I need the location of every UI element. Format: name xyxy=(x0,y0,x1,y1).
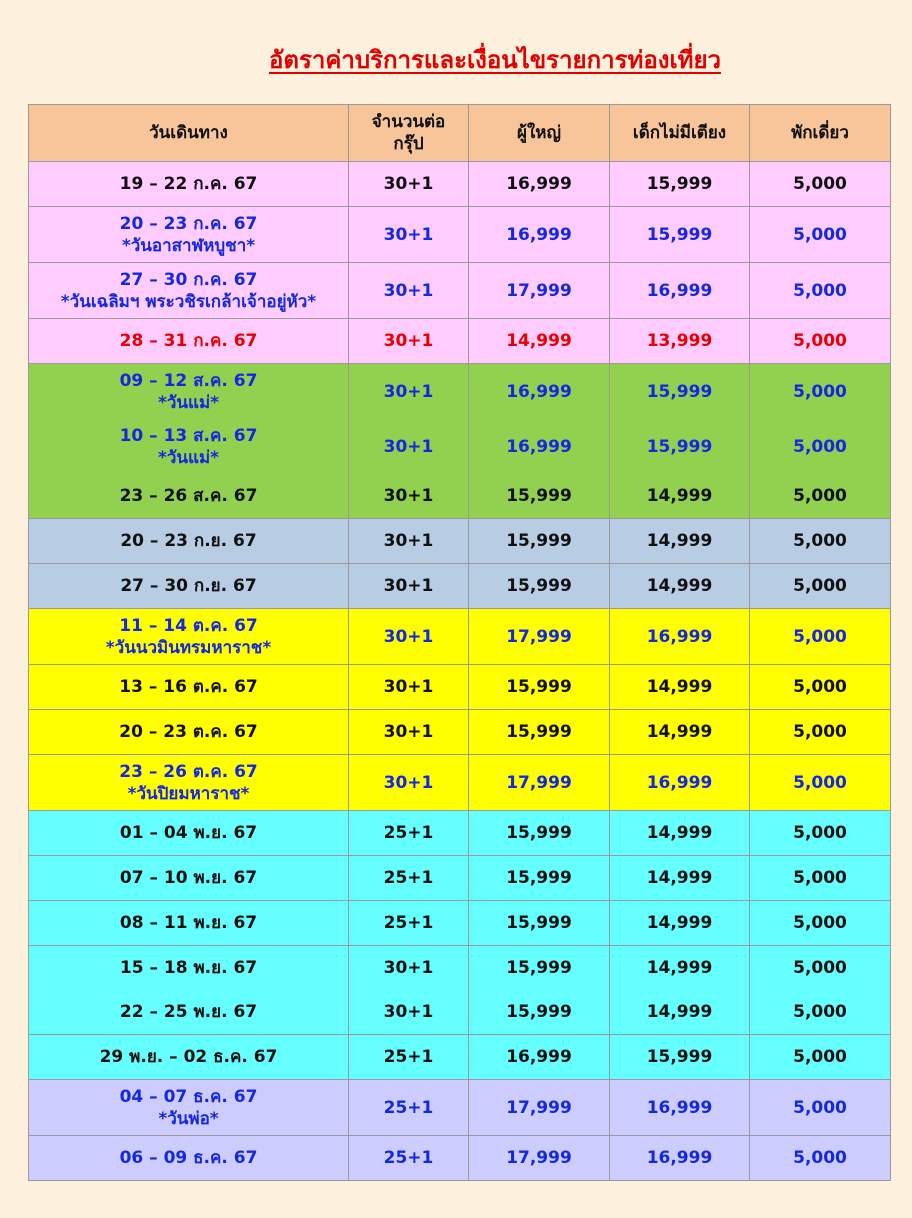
table-row xyxy=(29,990,891,1035)
cell-group: 30+1 xyxy=(349,474,469,519)
cell-adult: 17,999 xyxy=(469,263,610,319)
header-single: พักเดี่ยว xyxy=(750,105,891,162)
date-note: *วันเฉลิมฯ พระวชิรเกล้าเจ้าอยู่หัว* xyxy=(60,291,317,312)
cell-single: 5,000 xyxy=(750,263,891,319)
cell-date xyxy=(29,419,349,474)
cell-adult: 16,999 xyxy=(469,162,610,207)
cell-child: 16,999 xyxy=(610,755,750,811)
cell-child: 14,999 xyxy=(610,519,750,564)
cell-adult: 16,999 xyxy=(469,207,610,263)
table-row xyxy=(29,1035,891,1080)
cell-date xyxy=(29,263,349,319)
cell-single: 5,000 xyxy=(750,519,891,564)
header-adult: ผู้ใหญ่ xyxy=(469,105,610,162)
table-row xyxy=(29,665,891,710)
cell-adult: 16,999 xyxy=(469,419,610,474)
cell-adult: 15,999 xyxy=(469,856,610,901)
cell-single: 5,000 xyxy=(750,811,891,856)
price-table xyxy=(28,104,891,1181)
cell-child: 15,999 xyxy=(610,1035,750,1080)
cell-date xyxy=(29,811,349,856)
cell-group: 30+1 xyxy=(349,665,469,710)
cell-single: 5,000 xyxy=(750,990,891,1035)
cell-group: 30+1 xyxy=(349,364,469,420)
cell-date xyxy=(29,519,349,564)
date-text: 13 – 16 ต.ค. 67 xyxy=(119,677,258,697)
table-row xyxy=(29,519,891,564)
date-note: *วันนวมินทรมหาราช* xyxy=(105,637,272,658)
table-row xyxy=(29,564,891,609)
header-child: เด็กไม่มีเตียง xyxy=(610,105,750,162)
date-note: *วันแม่* xyxy=(157,392,220,413)
date-text: 20 – 23 ต.ค. 67 xyxy=(119,722,258,742)
cell-date xyxy=(29,1035,349,1080)
cell-date xyxy=(29,1080,349,1136)
cell-adult: 15,999 xyxy=(469,665,610,710)
cell-adult: 17,999 xyxy=(469,1136,610,1181)
cell-child: 14,999 xyxy=(610,946,750,991)
cell-group: 30+1 xyxy=(349,419,469,474)
cell-adult: 15,999 xyxy=(469,710,610,755)
date-text: 08 – 11 พ.ย. 67 xyxy=(119,913,258,933)
cell-single: 5,000 xyxy=(750,207,891,263)
cell-child: 15,999 xyxy=(610,364,750,420)
date-note: *วันพ่อ* xyxy=(158,1108,219,1129)
cell-child: 16,999 xyxy=(610,609,750,665)
cell-adult: 15,999 xyxy=(469,519,610,564)
table-row xyxy=(29,609,891,665)
date-text: 11 – 14 ต.ค. 67 xyxy=(119,615,258,636)
table-row xyxy=(29,946,891,991)
cell-adult: 15,999 xyxy=(469,474,610,519)
table-row xyxy=(29,162,891,207)
cell-single: 5,000 xyxy=(750,755,891,811)
cell-date xyxy=(29,901,349,946)
cell-date xyxy=(29,946,349,991)
cell-single: 5,000 xyxy=(750,319,891,364)
table-header-row xyxy=(29,105,891,162)
cell-date xyxy=(29,474,349,519)
page-title: อัตราค่าบริการและเงื่อนไขรายการท่องเที่ยว xyxy=(268,46,722,74)
date-text: 20 – 23 ก.ค. 67 xyxy=(119,213,258,234)
cell-child: 14,999 xyxy=(610,564,750,609)
cell-single: 5,000 xyxy=(750,901,891,946)
cell-group: 30+1 xyxy=(349,710,469,755)
cell-child: 15,999 xyxy=(610,207,750,263)
cell-single: 5,000 xyxy=(750,364,891,420)
cell-group: 25+1 xyxy=(349,1080,469,1136)
cell-single: 5,000 xyxy=(750,710,891,755)
table-row xyxy=(29,901,891,946)
cell-child: 14,999 xyxy=(610,474,750,519)
cell-single: 5,000 xyxy=(750,665,891,710)
date-note: *วันแม่* xyxy=(157,447,220,468)
table-row xyxy=(29,319,891,364)
date-text: 23 – 26 ส.ค. 67 xyxy=(119,486,258,506)
cell-single: 5,000 xyxy=(750,1035,891,1080)
cell-single: 5,000 xyxy=(750,946,891,991)
cell-child: 15,999 xyxy=(610,162,750,207)
cell-date xyxy=(29,319,349,364)
cell-single: 5,000 xyxy=(750,564,891,609)
cell-date xyxy=(29,364,349,420)
date-text: 28 – 31 ก.ค. 67 xyxy=(119,331,258,351)
cell-date xyxy=(29,564,349,609)
date-text: 23 – 26 ต.ค. 67 xyxy=(119,761,258,782)
date-text: 09 – 12 ส.ค. 67 xyxy=(119,370,258,391)
cell-date xyxy=(29,1136,349,1181)
table-row xyxy=(29,207,891,263)
cell-adult: 15,999 xyxy=(469,901,610,946)
cell-group: 30+1 xyxy=(349,609,469,665)
cell-child: 14,999 xyxy=(610,710,750,755)
date-note: *วันปิยมหาราช* xyxy=(127,783,250,804)
table-row xyxy=(29,811,891,856)
cell-child: 16,999 xyxy=(610,263,750,319)
cell-single: 5,000 xyxy=(750,162,891,207)
date-text: 29 พ.ย. – 02 ธ.ค. 67 xyxy=(99,1047,278,1067)
cell-child: 14,999 xyxy=(610,901,750,946)
cell-group: 30+1 xyxy=(349,263,469,319)
header-date: วันเดินทาง xyxy=(29,105,349,162)
table-row xyxy=(29,263,891,319)
date-text: 27 – 30 ก.ย. 67 xyxy=(120,576,257,596)
cell-group: 30+1 xyxy=(349,519,469,564)
header-group xyxy=(349,105,469,162)
cell-group: 25+1 xyxy=(349,901,469,946)
cell-group: 30+1 xyxy=(349,162,469,207)
cell-group: 30+1 xyxy=(349,946,469,991)
table-row xyxy=(29,856,891,901)
cell-date xyxy=(29,990,349,1035)
cell-group: 30+1 xyxy=(349,319,469,364)
cell-child: 14,999 xyxy=(610,990,750,1035)
cell-date xyxy=(29,755,349,811)
cell-child: 13,999 xyxy=(610,319,750,364)
cell-group: 25+1 xyxy=(349,811,469,856)
cell-date xyxy=(29,856,349,901)
date-text: 15 – 18 พ.ย. 67 xyxy=(119,958,258,978)
cell-group: 25+1 xyxy=(349,1136,469,1181)
cell-single: 5,000 xyxy=(750,609,891,665)
date-text: 20 – 23 ก.ย. 67 xyxy=(120,531,257,551)
cell-group: 30+1 xyxy=(349,755,469,811)
cell-date xyxy=(29,609,349,665)
table-row xyxy=(29,1136,891,1181)
cell-adult: 15,999 xyxy=(469,946,610,991)
cell-adult: 15,999 xyxy=(469,811,610,856)
cell-date xyxy=(29,207,349,263)
header-group-line2: กรุ๊ป xyxy=(393,134,424,154)
cell-adult: 16,999 xyxy=(469,1035,610,1080)
cell-group: 25+1 xyxy=(349,856,469,901)
cell-group: 25+1 xyxy=(349,1035,469,1080)
date-text: 04 – 07 ธ.ค. 67 xyxy=(119,1086,258,1107)
table-row xyxy=(29,419,891,474)
cell-single: 5,000 xyxy=(750,474,891,519)
header-group-line1: จำนวนต่อ xyxy=(371,112,446,132)
table-row xyxy=(29,710,891,755)
cell-child: 14,999 xyxy=(610,856,750,901)
cell-adult: 16,999 xyxy=(469,364,610,420)
cell-single: 5,000 xyxy=(750,856,891,901)
table-row xyxy=(29,364,891,420)
date-text: 10 – 13 ส.ค. 67 xyxy=(119,425,258,446)
cell-date xyxy=(29,710,349,755)
table-row xyxy=(29,474,891,519)
cell-single: 5,000 xyxy=(750,419,891,474)
date-text: 07 – 10 พ.ย. 67 xyxy=(119,868,258,888)
date-text: 22 – 25 พ.ย. 67 xyxy=(119,1002,258,1022)
cell-adult: 14,999 xyxy=(469,319,610,364)
cell-group: 30+1 xyxy=(349,564,469,609)
date-text: 06 – 09 ธ.ค. 67 xyxy=(119,1148,258,1168)
cell-group: 30+1 xyxy=(349,207,469,263)
cell-adult: 17,999 xyxy=(469,755,610,811)
cell-adult: 15,999 xyxy=(469,990,610,1035)
table-row xyxy=(29,755,891,811)
cell-adult: 17,999 xyxy=(469,609,610,665)
cell-child: 14,999 xyxy=(610,665,750,710)
date-text: 19 – 22 ก.ค. 67 xyxy=(119,174,258,194)
date-text: 27 – 30 ก.ค. 67 xyxy=(119,269,258,290)
cell-date xyxy=(29,162,349,207)
cell-child: 16,999 xyxy=(610,1136,750,1181)
cell-child: 15,999 xyxy=(610,419,750,474)
date-text: 01 – 04 พ.ย. 67 xyxy=(119,823,258,843)
cell-adult: 15,999 xyxy=(469,564,610,609)
table-row xyxy=(29,1080,891,1136)
date-note: *วันอาสาฬหบูชา* xyxy=(121,235,256,256)
cell-group: 30+1 xyxy=(349,990,469,1035)
cell-child: 14,999 xyxy=(610,811,750,856)
cell-single: 5,000 xyxy=(750,1136,891,1181)
cell-date xyxy=(29,665,349,710)
cell-child: 16,999 xyxy=(610,1080,750,1136)
cell-single: 5,000 xyxy=(750,1080,891,1136)
cell-adult: 17,999 xyxy=(469,1080,610,1136)
